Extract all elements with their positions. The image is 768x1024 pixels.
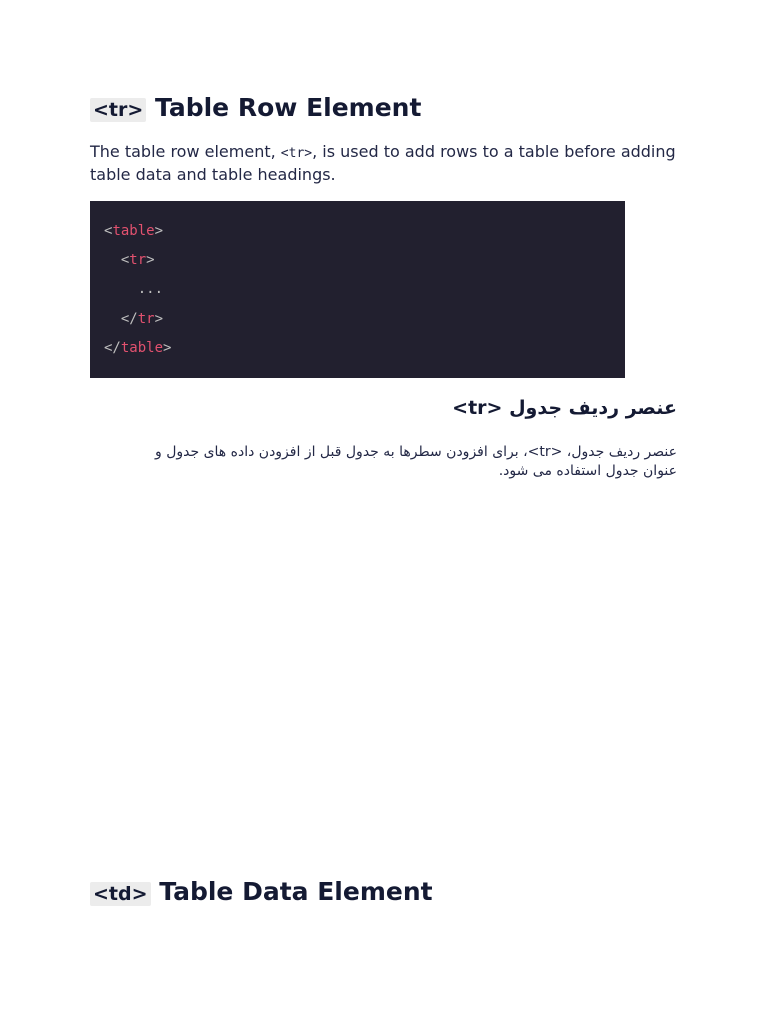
td-tag-code: <td> [90, 882, 151, 906]
code-example-block [90, 201, 625, 378]
td-section-title [90, 877, 433, 906]
code-line: ... [137, 281, 164, 297]
rtl-section-title: عنصر ردیف جدول <tr> [452, 397, 677, 419]
tr-desc-after: , is used to add rows to a table before adding table data and table headings. [90, 142, 676, 184]
code-line: </tr> [120, 311, 164, 327]
code-line: <table> [104, 223, 164, 239]
tr-inline-code: <tr> [280, 146, 313, 161]
tr-title-text: Table Row Element [155, 93, 422, 122]
tr-description [90, 141, 680, 185]
rtl-description: عنصر ردیف جدول، <tr>، برای افزودن سطرها به جدول قبل از افزودن داده های جدول و عنوان جدول استفاده می شود. [154, 444, 677, 479]
tr-section-title [90, 93, 421, 122]
code-line: <tr> [120, 252, 155, 268]
code-line: </table> [104, 340, 172, 356]
tr-tag-code: <tr> [90, 98, 146, 122]
tr-desc-before: The table row element, [90, 142, 281, 161]
td-title-text: Table Data Element [159, 877, 433, 906]
